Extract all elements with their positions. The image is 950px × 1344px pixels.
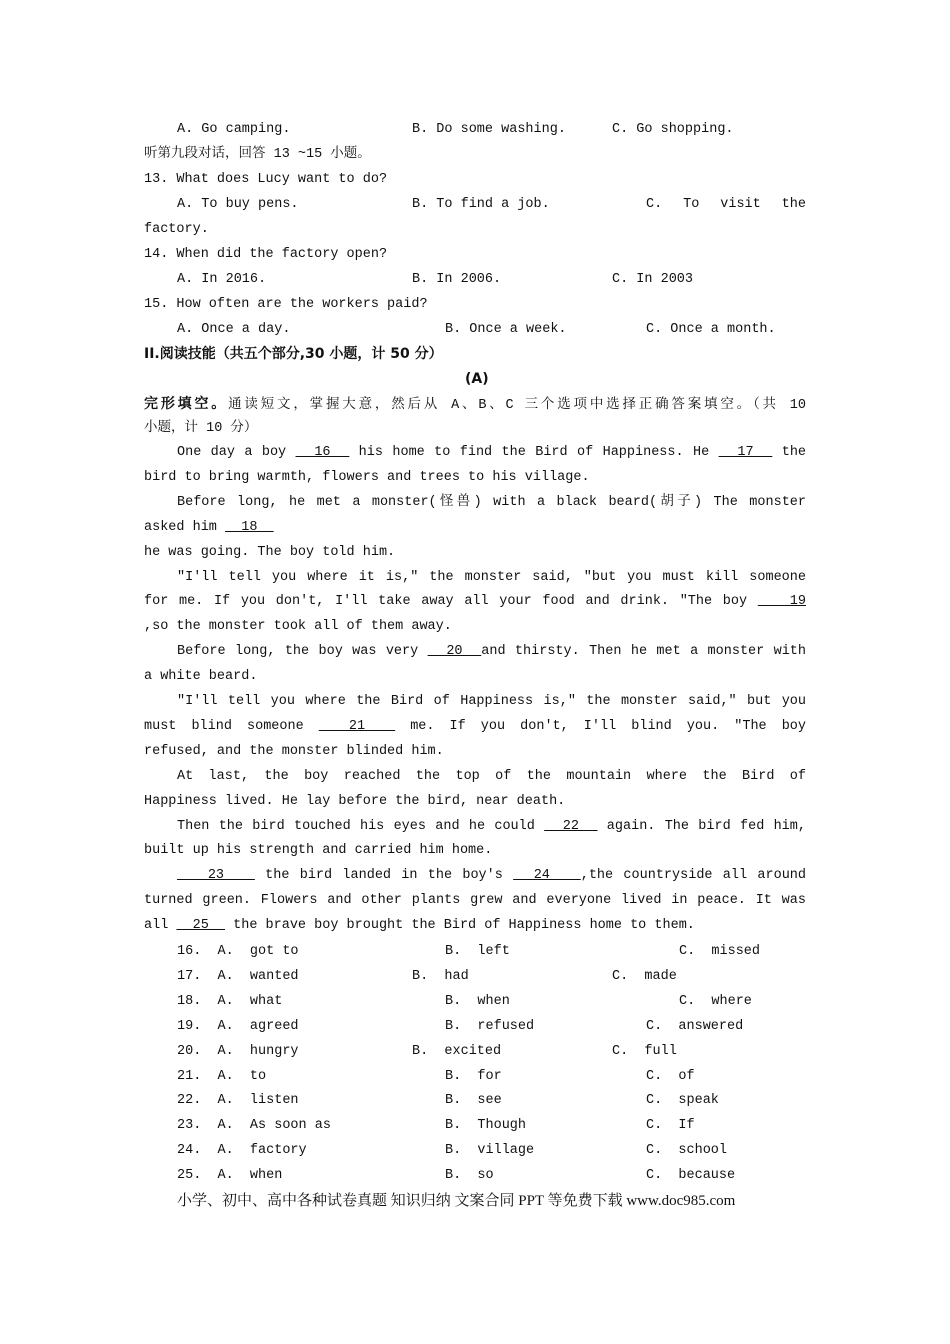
q12-option-b: B. Do some washing. [412,122,566,137]
question-16-option-a: 16. A. got to [177,944,299,959]
passage-text: built up his strength and carried him home. [144,843,493,859]
passage-text: a white beard. [144,669,258,685]
question-25-option-c: C. because [646,1168,736,1184]
question-18-option-a: 18. A. what [177,993,283,1009]
passage-text: "I'll tell you where it is," the monster said, "but you must kill someone [177,569,806,585]
passage-text: Happiness lived. He lay before the bird, near death. [144,793,566,809]
question-17-option-c: C. made [612,968,677,984]
passage-line [177,443,806,463]
q14-option-b: B. In 2006. [412,272,502,287]
q12-option-a: A. Go camping. [177,122,291,137]
question-21-option-a: 21. A. to [177,1068,267,1084]
passage-text: bird to bring warmth, flowers and trees to his village. [144,469,590,485]
passage-line [144,617,806,637]
passage-text: the [772,445,806,460]
passage-line [144,717,806,737]
answer-blank: 20 [427,644,482,660]
passage-text: refused, and the monster blinded him. [144,743,444,759]
question-19-option-b: B. refused [445,1018,535,1034]
passage-line [144,792,806,812]
passage-line [177,642,806,662]
passage-text: again. The bird fed him, [597,818,806,834]
passage-line [144,667,806,687]
passage-line [144,916,806,936]
answer-blank: 19 [757,594,806,610]
section-heading: II.阅读技能（共五个部分,30 小题，计 50 分） [144,346,443,362]
part-label: (A) [465,371,489,387]
passage-text: for me. If you don't, I'll take away all your food and drink. "The boy [144,594,758,610]
passage-line [144,468,806,488]
question-23-option-b: B. Though [445,1118,527,1134]
passage-line [144,543,806,563]
passage-text: his home to find the Bird of Happiness. He [349,445,719,460]
question-24-option-b: B. village [445,1143,535,1159]
q15-option-a: A. Once a day. [177,322,291,337]
answer-blank: 23 [177,868,255,884]
question-25-option-a: 25. A. when [177,1168,283,1184]
answer-blank: 22 [544,818,598,834]
passage-line [177,493,806,513]
answer-blank: 17 [718,445,773,460]
q15-stem: 15. How often are the workers paid? [144,297,428,312]
passage-text: turned green. Flowers and other plants grew and everyone lived in peace. It was [144,893,806,909]
passage-text: and thirsty. Then he met a monster with [481,644,806,660]
cloze-instruction [144,394,806,414]
passage-line [144,592,806,612]
passage-text: ,so the monster took all of them away. [144,619,452,635]
answer-blank: 25 [176,918,226,934]
q12-option-c: C. Go shopping. [612,122,734,137]
section-instruction: 听第九段对话，回答 13 ~15 小题。 [144,147,371,162]
question-23-option-c: C. If [646,1118,695,1134]
passage-text: must blind someone [144,718,319,734]
answer-blank: 18 [225,519,274,535]
question-25-option-b: B. so [445,1168,494,1184]
q14-option-a: A. In 2016. [177,272,267,287]
question-22-option-c: C. speak [646,1093,719,1109]
question-19-option-a: 19. A. agreed [177,1018,299,1034]
cloze-instruction-text: 通读短文，掌握大意，然后从 A、B、C 三个选项中选择正确答案填空。（共 10 [228,398,806,413]
q13-option-c-wrap: factory. [144,222,209,237]
q15-option-b: B. Once a week. [445,322,567,337]
question-16-option-b: B. left [445,944,510,959]
footer-text: 小学、初中、高中各种试卷真题 知识归纳 文案合同 PPT 等免费下载 www.doc985.com [177,1193,736,1209]
passage-line [177,866,806,886]
passage-line [177,817,806,837]
answer-blank: 16 [295,445,350,460]
passage-line [177,692,806,712]
question-21-option-c: C. of [646,1068,695,1084]
passage-text: me. If you don't, I'll blind you. "The boy [395,718,806,734]
question-24-option-c: C. school [646,1143,728,1159]
passage-text: the bird landed in the boy's [254,868,514,884]
passage-text: asked him [144,519,226,535]
passage-line [144,841,806,861]
question-18-option-b: B. when [445,993,510,1009]
passage-text: "I'll tell you where the Bird of Happiness is," the monster said," but you [177,694,806,709]
q15-option-c: C. Once a month. [646,322,776,337]
question-23-option-a: 23. A. As soon as [177,1118,331,1134]
passage-text: all [144,918,177,934]
passage-text: the brave boy brought the Bird of Happiness home to them. [225,918,695,934]
passage-text: ,the countryside all around [580,868,806,884]
question-18-option-c: C. where [679,993,752,1009]
q13-option-b: B. To find a job. [412,197,550,212]
question-17-option-b: B. had [412,968,469,984]
question-16-option-c: C. missed [679,944,761,959]
passage-line [144,518,806,538]
passage-text: Before long, the boy was very [177,644,428,660]
question-24-option-a: 24. A. factory [177,1143,307,1159]
answer-blank: 21 [318,718,396,734]
passage-line [144,742,806,762]
q13-option-a: A. To buy pens. [177,197,299,212]
q14-option-c: C. In 2003 [612,272,694,287]
passage-line [177,568,806,588]
q13-stem: 13. What does Lucy want to do? [144,172,388,187]
question-20-option-a: 20. A. hungry [177,1043,299,1059]
question-20-option-c: C. full [612,1043,677,1059]
passage-text: Then the bird touched his eyes and he could [177,818,545,834]
question-19-option-c: C. answered [646,1018,744,1034]
question-22-option-a: 22. A. listen [177,1093,299,1109]
q14-stem: 14. When did the factory open? [144,247,388,262]
answer-blank: 24 [513,868,581,884]
cloze-title: 完形填空。 [144,396,229,412]
passage-text: At last, the boy reached the top of the mountain where the Bird of [177,768,806,784]
question-21-option-b: B. for [445,1068,502,1084]
cloze-instruction-2: 小题，计 10 分） [144,421,258,436]
passage-line [177,767,806,787]
question-20-option-b: B. excited [412,1043,502,1059]
question-17-option-a: 17. A. wanted [177,968,299,984]
question-22-option-b: B. see [445,1093,502,1109]
q13-option-c: C. To visit the [646,197,806,212]
passage-text: he was going. The boy told him. [144,544,396,560]
passage-text: Before long, he met a monster(怪兽) with a black beard(胡子) The monster [177,494,806,510]
passage-line [144,891,806,911]
passage-text: One day a boy [177,445,296,460]
